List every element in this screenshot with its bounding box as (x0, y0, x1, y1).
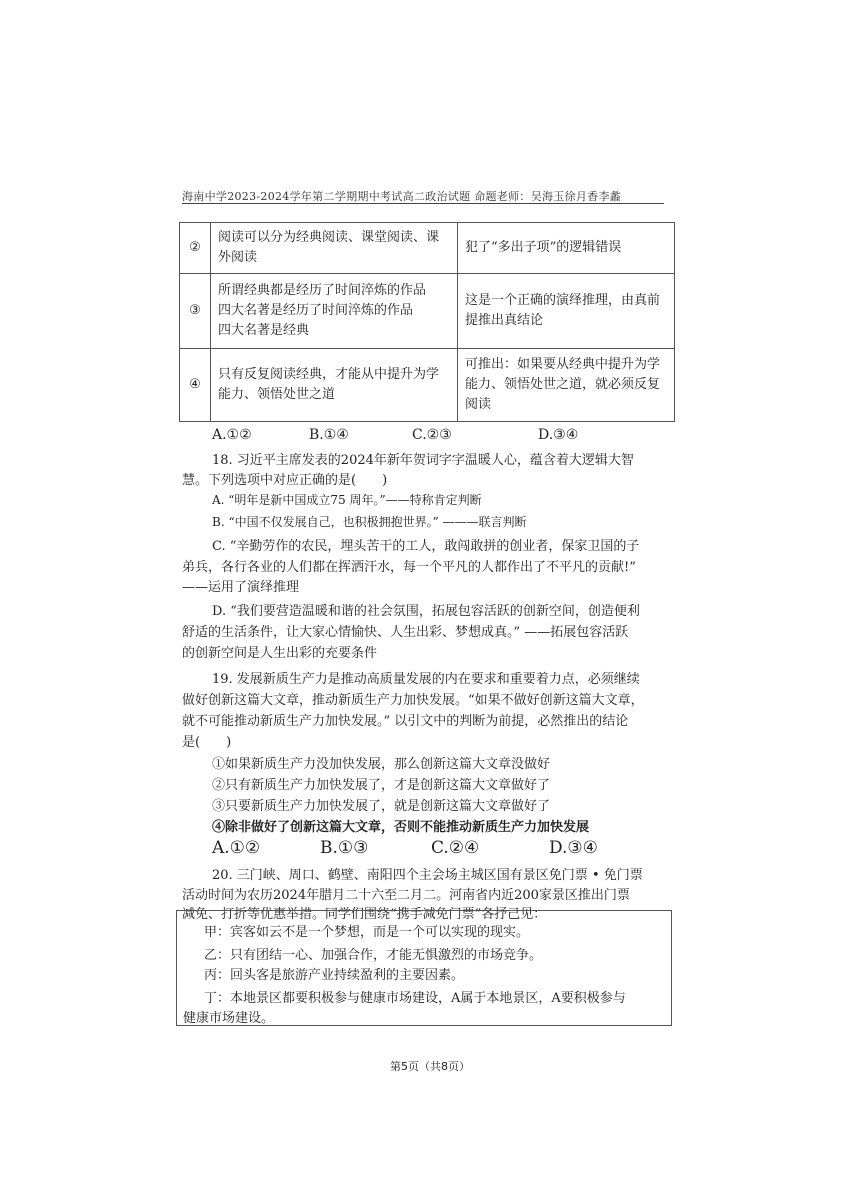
page-header: 海南中学2023-2024学年第二学期期中考试高二政治试题 命题老师：吴海玉徐月香李蠡 (182, 190, 622, 203)
q20-stem: 活动时间为农历2024年腊月二十六至二月二。河南省内近200家景区推出门票 (182, 888, 630, 903)
opinions-box (176, 910, 672, 1026)
header-rule (182, 203, 664, 204)
row-number: ④ (180, 349, 211, 422)
opinion-bing: 丙：回头客是旅游产业持续盈利的主要因素。 (204, 968, 465, 983)
analysis-cell: 这是一个正确的演绎推理，由真前提推出真结论 (458, 274, 675, 349)
opinion-jia: 甲：宾客如云不是一个梦想，而是一个可以实现的现实。 (204, 925, 530, 940)
page-footer: 第5页（共8页） (390, 1060, 470, 1073)
choice-a: A.①② (212, 427, 252, 443)
choice-d: D.③④ (538, 427, 579, 443)
choice-d: D.③④ (549, 838, 598, 858)
q19-statement-3: ③只要新质生产力加快发展了，就是创新这篇大文章做好了 (212, 799, 551, 814)
q18-option-c: C. “辛勤劳作的农民，埋头苦干的工人，敢闯敢拼的创业者，保家卫国的子 (212, 539, 640, 554)
table-row (180, 349, 675, 422)
premise-line: 所谓经典都是经历了时间淬炼的作品 (218, 283, 427, 298)
table-row (180, 223, 675, 274)
statement-cell (211, 274, 458, 349)
options-table (179, 222, 675, 422)
premise-line: 四大名著是经历了时间淬炼的作品 (218, 303, 414, 318)
opinion-ding: 健康市场建设。 (183, 1011, 275, 1026)
choice-b: B.①④ (309, 427, 349, 443)
q18-option-d: 舒适的生活条件，让大家心情愉快、人生出彩、梦想成真。” ——拓展包容活跃 (182, 625, 629, 640)
choice-c: C.②③ (412, 427, 452, 443)
q20-stem: 减免、打折等优惠举措。同学们围绕“携手减免门票”各抒己见： (182, 907, 547, 922)
q18-stem: 慧。下列选项中对应正确的是( ) (182, 473, 388, 488)
row-number: ③ (180, 274, 211, 349)
q19-stem: 做好创新这篇大文章，推动新质生产力加快发展。“如果不做好创新这篇大文章， (182, 693, 644, 708)
analysis-cell: 犯了“多出子项”的逻辑错误 (458, 223, 675, 274)
q18-option-c: 弟兵，各行各业的人们都在挥洒汗水，每一个平凡的人都作出了不平凡的贡献!” (182, 560, 636, 575)
q19-stem: 19. 发展新质生产力是推动高质量发展的内在要求和重要着力点，必须继续 (212, 672, 640, 687)
statement-cell: 阅读可以分为经典阅读、课堂阅读、课外阅读 (211, 223, 458, 274)
q18-option-d: 的创新空间是人生出彩的充要条件 (182, 646, 378, 661)
q19-statement-2: ②只有新质生产力加快发展了，才是创新这篇大文章做好了 (212, 778, 551, 793)
opinion-yi: 乙：只有团结一心、加强合作，才能无惧激烈的市场竞争。 (204, 948, 543, 963)
q19-stem: 就不可能推动新质生产力加快发展。” 以引文中的判断为前提，必然推出的结论 (182, 714, 629, 729)
table-row (180, 274, 675, 349)
opinion-ding: 丁：本地景区都要积极参与健康市场建设，A属于本地景区，A要积极参与 (204, 991, 626, 1006)
q18-option-c: ——运用了演绎推理 (182, 580, 300, 595)
row-number: ② (180, 223, 211, 274)
statement-cell: 只有反复阅读经典，才能从中提升为学能力、领悟处世之道 (211, 349, 458, 422)
q18-option-a: A. “明年是新中国成立75 周年。”——特称肯定判断 (212, 493, 482, 507)
choice-c: C.②④ (431, 838, 480, 858)
q20-stem: 20. 三门峡、周口、鹤壁、南阳四个主会场主城区国有景区免门票 • 免门票 (212, 868, 643, 883)
choice-a: A.①② (212, 838, 261, 858)
q18-option-d: D. “我们要营造温暖和谐的社会氛围，拓展包容活跃的创新空间，创造便利 (212, 604, 640, 619)
q19-statement-4: ④除非做好了创新这篇大文章，否则不能推动新质生产力加快发展 (212, 820, 590, 835)
choice-b: B.①③ (320, 838, 369, 858)
q18-option-b: B. “中国不仅发展自己，也积极拥抱世界。” ———联言判断 (212, 515, 527, 529)
q19-stem: 是( ) (182, 735, 232, 750)
q18-stem: 18. 习近平主席发表的2024年新年贺词字字温暖人心，蕴含着大逻辑大智 (212, 453, 634, 468)
analysis-cell: 可推出：如果要从经典中提升为学能力、领悟处世之道，就必须反复阅读 (458, 349, 675, 422)
conclusion-line: 四大名著是经典 (218, 323, 310, 338)
q19-statement-1: ①如果新质生产力没加快发展，那么创新这篇大文章没做好 (212, 757, 551, 772)
